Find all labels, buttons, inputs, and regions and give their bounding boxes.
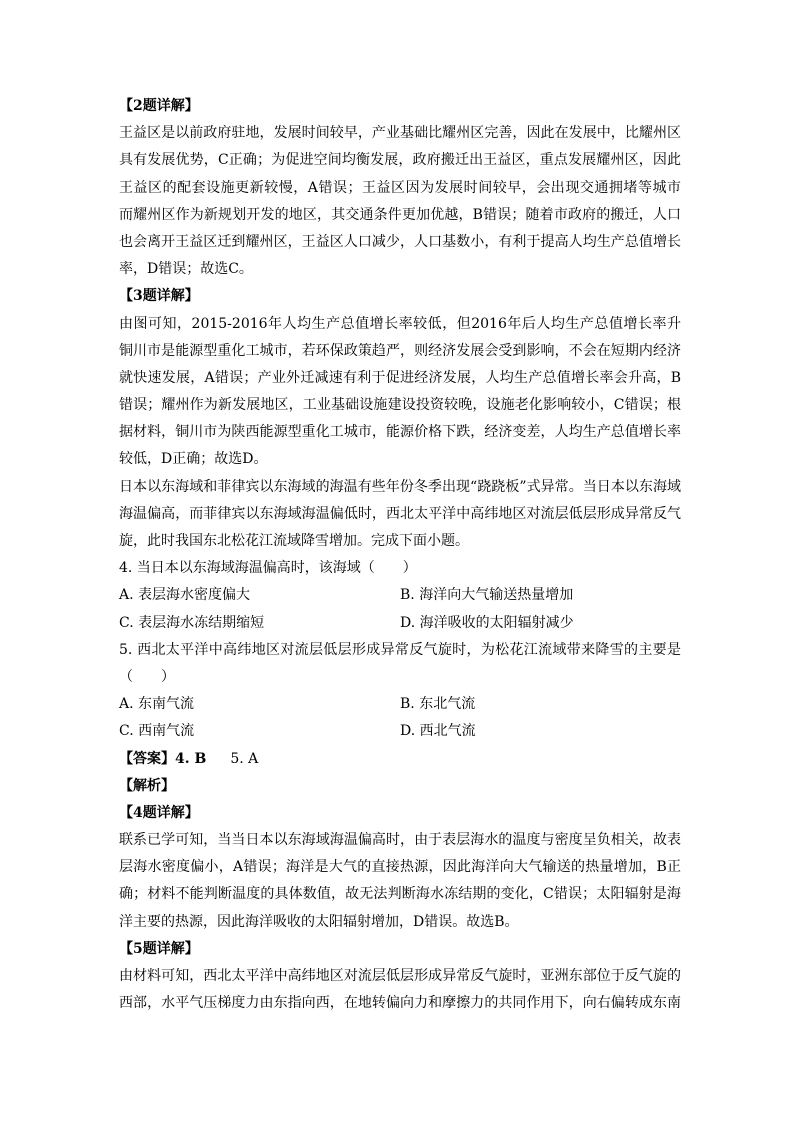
q4-detail-line-4: 洋主要的热源，因此海洋吸收的太阳辐射增加，D错误。故选B。 <box>119 913 519 930</box>
q5-detail-line-1: 由材料可知，西北太平洋中高纬地区对流层低层形成异常反气旋时，亚洲东部位于反气旋的 <box>119 968 681 984</box>
q5-detail-line-2: 西部，水平气压梯度力由东指向西，在地转偏向力和摩擦力的共同作用下，向右偏转成东南 <box>119 995 681 1012</box>
q5-option-d: D. 西北气流 <box>400 723 476 740</box>
q2-detail-heading: 【2题详解】 <box>119 98 199 114</box>
q5-options-row-1 <box>119 691 681 718</box>
q3-line-6: 较低，D正确；故选D。 <box>119 451 268 468</box>
q5-option-b: B. 东北气流 <box>400 696 476 713</box>
q2-line-5: 也会离开王益区迁到耀州区，王益区人口减少，人口基数小，有利于提高人均生产总值增长 <box>119 233 681 250</box>
q3-line-3: 就快速发展，A错误；产业外迁减速有利于促进经济发展，人均生产总值增长率会升高，B <box>119 369 681 386</box>
q2-line-4: 而耀州区作为新规划开发的地区，其交通条件更加优越，B错误；随着市政府的搬迁，人口 <box>119 206 681 223</box>
material-line-2: 海温偏高，而菲律宾以东海域海温偏低时，西北太平洋中高纬地区对流层低层形成异常反气 <box>119 505 681 522</box>
q5-option-c: C. 西南气流 <box>119 723 195 740</box>
q2-line-2: 具有发展优势，C正确；为促进空间均衡发展，政府搬迁出王益区，重点发展耀州区，因此 <box>119 152 681 169</box>
q3-line-4: 错误；耀州作为新发展地区，工业基础设施建设投资较晚，设施老化影响较小，C错误；根 <box>119 397 681 414</box>
q4-options-row-2 <box>119 610 681 637</box>
q4-option-a: A. 表层海水密度偏大 <box>119 587 251 604</box>
q4-option-d: D. 海洋吸收的太阳辐射减少 <box>400 614 574 631</box>
answer-label: 【答案】4. B <box>119 750 207 767</box>
q3-detail-heading: 【3题详解】 <box>119 288 199 305</box>
material-line-1: 日本以东海域和菲律宾以东海域的海温有些年份冬季出现“跷跷板”式异常。当日本以东海域 <box>119 478 681 495</box>
q4-detail-line-2: 层海水密度偏小，A错误；海洋是大气的直接热源，因此海洋向大气输送的热量增加，B正 <box>119 859 681 876</box>
q5-option-a: A. 东南气流 <box>119 696 195 713</box>
material-line-3: 旋，此时我国东北松花江流域降雪增加。完成下面小题。 <box>119 533 469 549</box>
q3-line-5: 据材料，铜川市为陕西能源型重化工城市，能源价格下跌，经济变差，人均生产总值增长率 <box>119 424 681 441</box>
q4-detail-heading: 【4题详解】 <box>119 804 199 821</box>
q5-detail-heading: 【5题详解】 <box>119 940 199 957</box>
q4-detail-line-3: 确；材料不能判断温度的具体数值，故无法判断海水冻结期的变化，C错误；太阳辐射是海 <box>119 886 681 903</box>
q4-options-row-1 <box>119 582 681 609</box>
q2-line-6: 率，D错误；故选C。 <box>119 261 253 278</box>
q4-stem: 4. 当日本以东海域海温偏高时，该海域（ ） <box>119 560 417 577</box>
q3-line-2: 铜川市是能源型重化工城市，若环保政策趋严，则经济发展会受到影响，不会在短期内经济 <box>119 342 681 359</box>
q5-stem-cont: （ ） <box>119 668 175 685</box>
q5-stem: 5. 西北太平洋中高纬地区对流层低层形成异常反气旋时，为松花江流域带来降雪的主要是 <box>119 641 681 658</box>
analysis-heading: 【解析】 <box>119 777 175 794</box>
q2-line-3: 王益区的配套设施更新较慢，A错误；王益区因为发展时间较早，会出现交通拥堵等城市 <box>119 179 681 196</box>
q2-line-1: 王益区是以前政府驻地，发展时间较早，产业基础比耀州区完善，因此在发展中，比耀州区 <box>119 125 681 142</box>
q3-line-1: 由图可知，2015-2016年人均生产总值增长率较低，但2016年后人均生产总值增长率升 <box>119 315 681 332</box>
answer-line <box>119 746 681 773</box>
q4-detail-line-1: 联系已学可知，当当日本以东海域海温偏高时，由于表层海水的温度与密度呈负相关，故表 <box>119 832 681 849</box>
document-body <box>119 93 681 1017</box>
q4-option-b: B. 海洋向大气输送热量增加 <box>400 587 574 604</box>
q5-options-row-2 <box>119 718 681 745</box>
answer-second: 5. A <box>230 750 259 767</box>
q4-option-c: C. 表层海水冻结期缩短 <box>119 614 265 631</box>
